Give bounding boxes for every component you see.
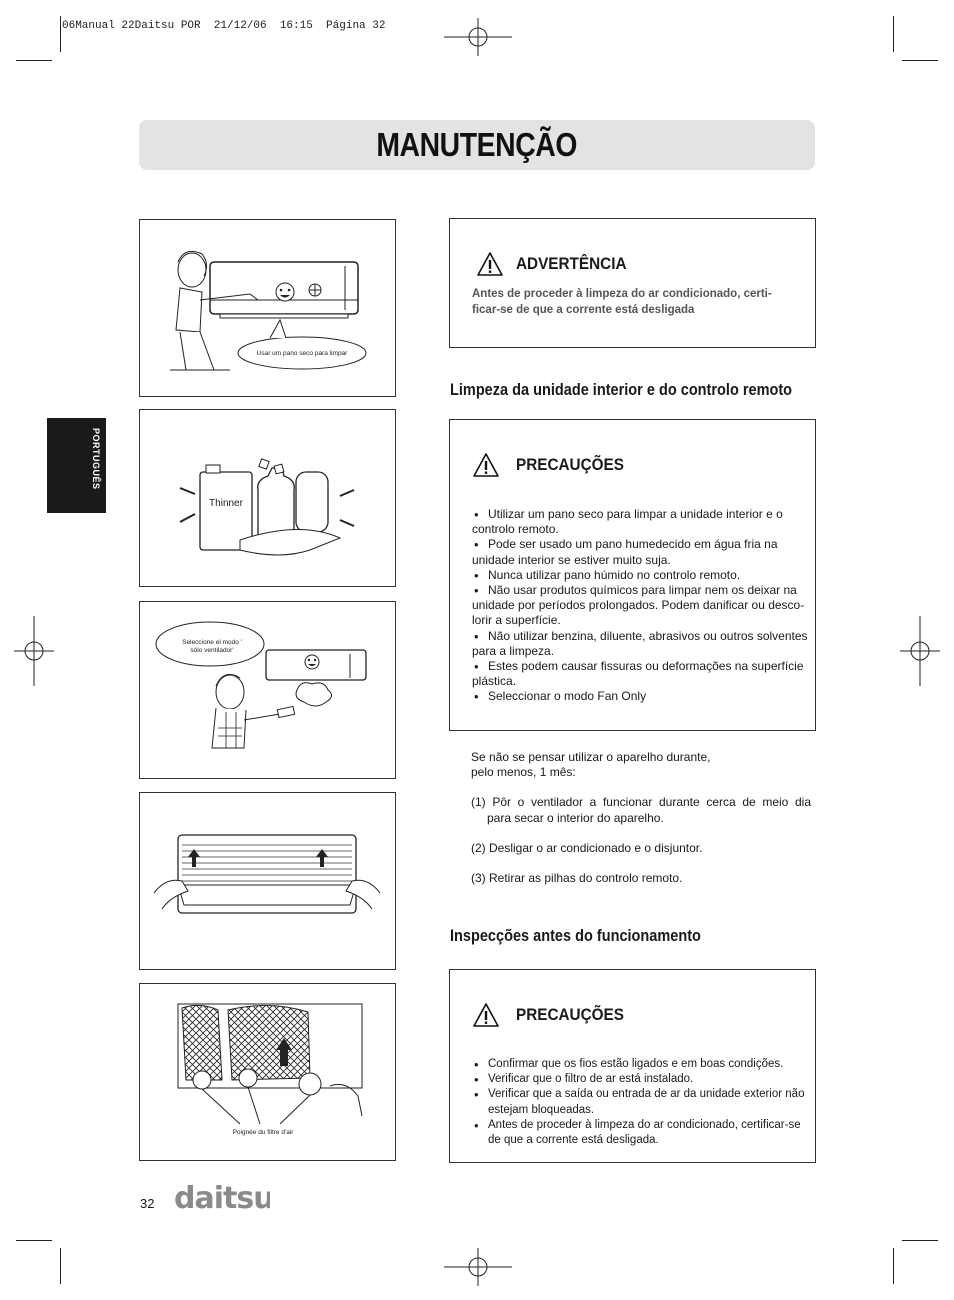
- illustration-dry-cloth: [139, 219, 396, 397]
- list-item-line: • Nunca utilizar pano húmido no controlo remoto.: [488, 567, 741, 582]
- list-item: [472, 537, 812, 567]
- illustration-air-filter: [139, 983, 396, 1161]
- list-item: [472, 1072, 812, 1087]
- page-number: 32: [140, 1196, 155, 1211]
- illustration-open-panel: [139, 792, 396, 970]
- list-item: [472, 659, 812, 689]
- language-tab-label: PORTUGUÊS: [91, 428, 101, 490]
- warning-triangle-icon: [472, 452, 500, 478]
- section-title-inspection: Inspecções antes do funcionamento: [450, 927, 701, 945]
- crop-mark: [893, 1248, 894, 1284]
- list-item-line: • Estes podem causar fissuras ou deformações na superfície: [488, 659, 804, 674]
- list-item-line: • Pode ser usado um pano humedecido em água fria na: [488, 537, 778, 552]
- storage-intro: Se não se pensar utilizar o aparelho durante,: [471, 750, 711, 764]
- illustration-fan-only: [139, 601, 396, 779]
- list-item: [472, 507, 812, 537]
- illustration-caption: Poignée du filtre d'air: [232, 1129, 294, 1136]
- storage-step: (1) Pôr o ventilador a funcionar durante cerca de meio dia: [471, 795, 811, 810]
- list-item-line: plástica.: [472, 674, 517, 689]
- list-item-line: lorir a superfície.: [472, 613, 561, 628]
- crop-mark: [902, 1240, 938, 1241]
- registration-mark-icon: [444, 18, 512, 56]
- storage-step: (3) Retirar as pilhas do controlo remoto.: [471, 871, 683, 886]
- list-item-line: • Não usar produtos químicos para limpar nem os deixar na: [488, 583, 797, 598]
- section-title-cleaning: Limpeza da unidade interior e do controlo remoto: [450, 381, 793, 399]
- storage-step: para secar o interior do aparelho.: [487, 810, 664, 825]
- brand-logo-text: daitsu: [174, 1182, 270, 1214]
- precautions-heading: PRECAUÇÕES: [516, 455, 624, 474]
- crop-mark: [16, 60, 52, 61]
- precautions-box-cleaning: [449, 419, 816, 731]
- print-header: 06Manual 22Daitsu POR 21/12/06 16:15 Página 32: [62, 20, 386, 32]
- list-item-line: de que a corrente está desligada.: [488, 1134, 659, 1147]
- list-item-line: • Confirmar que os fios estão ligados e em boas condições.: [488, 1058, 784, 1070]
- crop-mark: [893, 16, 894, 52]
- list-item-line: controlo remoto.: [472, 522, 559, 537]
- crop-mark: [60, 1248, 61, 1284]
- thinner-label: Thinner: [209, 498, 243, 509]
- illustration-caption: Seleccione el modo ': [182, 639, 242, 646]
- language-tab: [47, 418, 106, 513]
- warning-triangle-icon: [476, 251, 504, 277]
- registration-mark-icon: [444, 1248, 512, 1286]
- page-title: MANUTENÇÃO: [376, 126, 578, 163]
- precautions-list: [472, 1057, 812, 1148]
- list-item-line: • Antes de proceder à limpeza do ar condicionado, certificar-se: [488, 1118, 801, 1131]
- registration-mark-icon: [900, 616, 940, 686]
- list-item-line: unidade por períodos prolongados. Podem danificar ou desco-: [472, 598, 805, 613]
- list-item-line: • Verificar que a saída ou entrada de ar da unidade exterior não: [488, 1088, 805, 1101]
- storage-intro: pelo menos, 1 mês:: [471, 765, 576, 780]
- list-item: [472, 689, 812, 704]
- list-item-line: unidade interior se estiver muito suja.: [472, 552, 671, 567]
- crop-mark: [902, 60, 938, 61]
- list-item-line: • Verificar que o filtro de ar está instalado.: [488, 1073, 694, 1086]
- illustration-caption: sólo ventilador': [190, 647, 234, 654]
- illustration-caption: Usar um pano seco para limpar: [256, 350, 348, 357]
- illustration-no-chemicals: [139, 409, 396, 587]
- page-title-bar: [139, 120, 815, 170]
- precautions-heading: PRECAUÇÕES: [516, 1005, 624, 1024]
- list-item-line: • Seleccionar o modo Fan Only: [488, 689, 647, 704]
- storage-step: (2) Desligar o ar condicionado e o disjuntor.: [471, 840, 703, 855]
- list-item-line: • Utilizar um pano seco para limpar a unidade interior e o: [488, 507, 783, 521]
- list-item: [472, 583, 812, 629]
- list-item: [472, 568, 812, 583]
- list-item: [472, 1057, 812, 1072]
- brand-logo: [174, 1182, 270, 1219]
- warning-text-line: ficar-se de que a corrente está desligada: [472, 304, 695, 316]
- list-item-line: estejam bloqueadas.: [488, 1103, 595, 1116]
- list-item-line: • Não utilizar benzina, diluente, abrasivos ou outros solventes: [488, 628, 808, 643]
- crop-mark: [60, 16, 61, 52]
- warning-heading: ADVERTÊNCIA: [516, 254, 627, 273]
- list-item: [472, 1118, 812, 1148]
- list-item-line: para a limpeza.: [472, 643, 555, 658]
- registration-mark-icon: [14, 616, 54, 686]
- precautions-list: [472, 507, 812, 705]
- precautions-box-inspection: [449, 969, 816, 1163]
- warning-triangle-icon: [472, 1002, 500, 1028]
- crop-mark: [16, 1240, 52, 1241]
- warning-box: [449, 218, 816, 348]
- warning-text-line: Antes de proceder à limpeza do ar condicionado, certi-: [472, 288, 772, 300]
- storage-instructions: [471, 750, 811, 886]
- list-item: [472, 629, 812, 659]
- list-item: [472, 1087, 812, 1117]
